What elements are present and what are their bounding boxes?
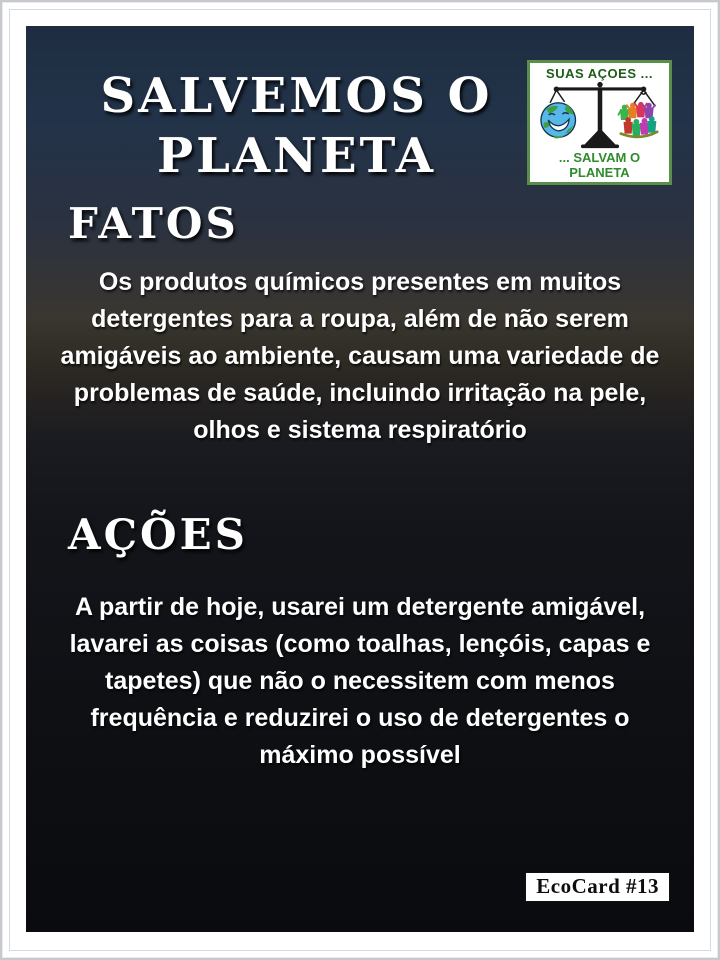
section-heading-fatos: FATOS [68, 199, 239, 248]
page-title [66, 60, 527, 186]
ocean-photo-background [26, 26, 694, 932]
logo-bottom-line-2: PLANETA [569, 165, 630, 180]
people-group-icon [618, 102, 657, 137]
campaign-logo [527, 60, 672, 185]
section-heading-acoes: AÇÕES [68, 510, 248, 559]
header [26, 26, 694, 186]
section-body-acoes: A partir de hoje, usarei um detergente amigável, lavarei as coisas (como toalhas, lençóis, capas e tapetes) que não o necessitem com menos frequência e reduzirei o uso de detergentes o máximo possível [69, 593, 651, 769]
title-line-2: PLANETA [157, 128, 436, 184]
left-hanger [550, 90, 565, 103]
title-line-1: SALVEMOS O [100, 68, 493, 124]
logo-bottom-text [559, 150, 640, 180]
balance-scale-icon [535, 81, 665, 150]
section-body-fatos: Os produtos químicos presentes em muitos detergentes para a roupa, além de não serem amigáveis ao ambiente, causam uma variedade de problemas de saúde, incluindo irritação na pele, olhos e sistema respiratório [60, 268, 660, 444]
smiling-earth-icon [540, 103, 575, 139]
logo-top-text: SUAS AÇOES ... [546, 66, 653, 81]
logo-bottom-line-1: ... SALVAM O [558, 150, 641, 165]
ecocard-number-badge: EcoCard #13 [525, 872, 670, 902]
